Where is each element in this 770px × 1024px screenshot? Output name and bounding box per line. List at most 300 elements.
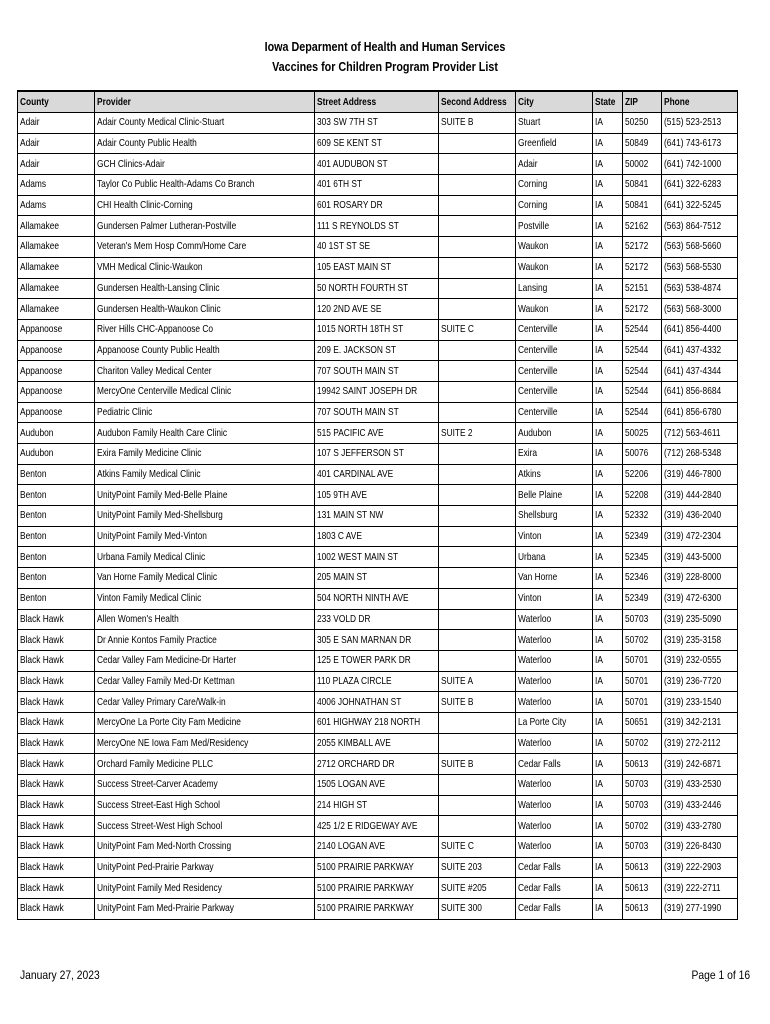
- cell-phone: (641) 856-8684: [662, 381, 738, 402]
- cell-phone: (641) 322-5245: [662, 195, 738, 216]
- cell-state: IA: [593, 878, 623, 899]
- cell-city: Audubon: [516, 423, 593, 444]
- table-row: [18, 113, 738, 134]
- cell-second-address: [439, 568, 516, 589]
- cell-phone: (319) 232-0555: [662, 650, 738, 671]
- cell-second-address: [439, 402, 516, 423]
- cell-provider: UnityPoint Fam Med-Prairie Parkway: [95, 899, 315, 920]
- document-subtitle: Vaccines for Children Program Provider List: [272, 60, 498, 74]
- cell-street-address: 131 MAIN ST NW: [315, 506, 439, 527]
- cell-county: Benton: [18, 568, 95, 589]
- cell-provider: UnityPoint Fam Med-North Crossing: [95, 837, 315, 858]
- table-row: [18, 195, 738, 216]
- cell-state: IA: [593, 237, 623, 258]
- table-row: [18, 154, 738, 175]
- footer-page-number: Page 1 of 16: [691, 968, 750, 982]
- cell-phone: (319) 233-1540: [662, 692, 738, 713]
- table-row: [18, 568, 738, 589]
- cell-phone: (563) 568-3000: [662, 299, 738, 320]
- cell-city: Waterloo: [516, 630, 593, 651]
- cell-county: Benton: [18, 464, 95, 485]
- cell-city: Centerville: [516, 402, 593, 423]
- cell-county: Adams: [18, 195, 95, 216]
- table-row: [18, 381, 738, 402]
- cell-phone: (515) 523-2513: [662, 113, 738, 134]
- cell-phone: (319) 472-6300: [662, 588, 738, 609]
- table-row: [18, 485, 738, 506]
- cell-county: Black Hawk: [18, 837, 95, 858]
- cell-street-address: 515 PACIFIC AVE: [315, 423, 439, 444]
- cell-phone: (641) 856-4400: [662, 319, 738, 340]
- cell-state: IA: [593, 216, 623, 237]
- cell-second-address: [439, 340, 516, 361]
- cell-second-address: [439, 175, 516, 196]
- cell-state: IA: [593, 402, 623, 423]
- cell-street-address: 111 S REYNOLDS ST: [315, 216, 439, 237]
- cell-state: IA: [593, 381, 623, 402]
- cell-phone: (641) 322-6283: [662, 175, 738, 196]
- cell-city: Vinton: [516, 526, 593, 547]
- cell-zip: 52345: [623, 547, 662, 568]
- cell-phone: (319) 472-2304: [662, 526, 738, 547]
- cell-county: Allamakee: [18, 299, 95, 320]
- cell-second-address: [439, 381, 516, 402]
- cell-state: IA: [593, 526, 623, 547]
- cell-state: IA: [593, 857, 623, 878]
- cell-phone: (319) 236-7720: [662, 671, 738, 692]
- cell-zip: 50613: [623, 754, 662, 775]
- cell-phone: (319) 342-2131: [662, 712, 738, 733]
- table-row: [18, 175, 738, 196]
- cell-street-address: 504 NORTH NINTH AVE: [315, 588, 439, 609]
- cell-county: Black Hawk: [18, 754, 95, 775]
- table-row: [18, 588, 738, 609]
- cell-street-address: 40 1ST ST SE: [315, 237, 439, 258]
- cell-street-address: 205 MAIN ST: [315, 568, 439, 589]
- column-header-zip: ZIP: [623, 91, 662, 113]
- cell-provider: Adair County Medical Clinic-Stuart: [95, 113, 315, 134]
- cell-street-address: 2712 ORCHARD DR: [315, 754, 439, 775]
- table-row: [18, 361, 738, 382]
- cell-street-address: 1803 C AVE: [315, 526, 439, 547]
- cell-state: IA: [593, 568, 623, 589]
- cell-zip: 50250: [623, 113, 662, 134]
- cell-phone: (319) 433-2530: [662, 775, 738, 796]
- cell-county: Black Hawk: [18, 692, 95, 713]
- cell-provider: Cedar Valley Primary Care/Walk-in: [95, 692, 315, 713]
- cell-city: Waukon: [516, 299, 593, 320]
- cell-county: Black Hawk: [18, 878, 95, 899]
- cell-phone: (319) 222-2903: [662, 857, 738, 878]
- cell-phone: (319) 222-2711: [662, 878, 738, 899]
- cell-county: Black Hawk: [18, 816, 95, 837]
- cell-second-address: [439, 506, 516, 527]
- cell-city: Urbana: [516, 547, 593, 568]
- cell-second-address: [439, 195, 516, 216]
- table-row: [18, 775, 738, 796]
- cell-county: Appanoose: [18, 340, 95, 361]
- cell-provider: Success Street-East High School: [95, 795, 315, 816]
- cell-provider: Chariton Valley Medical Center: [95, 361, 315, 382]
- cell-zip: 50702: [623, 733, 662, 754]
- cell-zip: 52172: [623, 237, 662, 258]
- cell-phone: (641) 743-6173: [662, 133, 738, 154]
- cell-city: Waterloo: [516, 650, 593, 671]
- cell-city: Cedar Falls: [516, 899, 593, 920]
- cell-street-address: 601 ROSARY DR: [315, 195, 439, 216]
- cell-state: IA: [593, 154, 623, 175]
- table-row: [18, 671, 738, 692]
- cell-street-address: 425 1/2 E RIDGEWAY AVE: [315, 816, 439, 837]
- cell-city: Waterloo: [516, 609, 593, 630]
- cell-zip: 52349: [623, 588, 662, 609]
- cell-second-address: [439, 795, 516, 816]
- cell-zip: 50613: [623, 899, 662, 920]
- cell-street-address: 50 NORTH FOURTH ST: [315, 278, 439, 299]
- cell-zip: 50701: [623, 692, 662, 713]
- cell-state: IA: [593, 754, 623, 775]
- cell-city: Waterloo: [516, 837, 593, 858]
- cell-city: Waterloo: [516, 795, 593, 816]
- cell-phone: (563) 568-5660: [662, 237, 738, 258]
- cell-second-address: [439, 216, 516, 237]
- table-row: [18, 526, 738, 547]
- cell-county: Benton: [18, 485, 95, 506]
- table-row: [18, 899, 738, 920]
- cell-state: IA: [593, 361, 623, 382]
- cell-county: Black Hawk: [18, 733, 95, 754]
- cell-provider: Vinton Family Medical Clinic: [95, 588, 315, 609]
- cell-county: Appanoose: [18, 319, 95, 340]
- cell-county: Black Hawk: [18, 650, 95, 671]
- cell-provider: MercyOne La Porte City Fam Medicine: [95, 712, 315, 733]
- cell-phone: (563) 538-4874: [662, 278, 738, 299]
- table-row: [18, 464, 738, 485]
- cell-second-address: SUITE C: [439, 319, 516, 340]
- cell-city: Waukon: [516, 237, 593, 258]
- cell-street-address: 107 S JEFFERSON ST: [315, 444, 439, 465]
- cell-provider: Success Street-West High School: [95, 816, 315, 837]
- cell-second-address: [439, 237, 516, 258]
- cell-city: Centerville: [516, 319, 593, 340]
- table-row: [18, 609, 738, 630]
- cell-provider: Dr Annie Kontos Family Practice: [95, 630, 315, 651]
- cell-county: Appanoose: [18, 402, 95, 423]
- cell-second-address: SUITE 2: [439, 423, 516, 444]
- table-row: [18, 237, 738, 258]
- cell-county: Adams: [18, 175, 95, 196]
- cell-city: Corning: [516, 175, 593, 196]
- cell-street-address: 707 SOUTH MAIN ST: [315, 402, 439, 423]
- cell-state: IA: [593, 319, 623, 340]
- cell-city: Atkins: [516, 464, 593, 485]
- table-row: [18, 630, 738, 651]
- table-row: [18, 506, 738, 527]
- cell-zip: 50025: [623, 423, 662, 444]
- cell-zip: 52206: [623, 464, 662, 485]
- provider-table: [17, 90, 738, 920]
- cell-provider: MercyOne NE Iowa Fam Med/Residency: [95, 733, 315, 754]
- cell-state: IA: [593, 816, 623, 837]
- cell-phone: (319) 272-2112: [662, 733, 738, 754]
- cell-city: Waterloo: [516, 816, 593, 837]
- cell-provider: Audubon Family Health Care Clinic: [95, 423, 315, 444]
- cell-provider: UnityPoint Family Med-Vinton: [95, 526, 315, 547]
- cell-provider: Taylor Co Public Health-Adams Co Branch: [95, 175, 315, 196]
- cell-city: Waterloo: [516, 733, 593, 754]
- cell-zip: 50702: [623, 630, 662, 651]
- cell-provider: Cedar Valley Fam Medicine-Dr Harter: [95, 650, 315, 671]
- cell-state: IA: [593, 423, 623, 444]
- cell-street-address: 707 SOUTH MAIN ST: [315, 361, 439, 382]
- cell-state: IA: [593, 733, 623, 754]
- table-row: [18, 216, 738, 237]
- cell-county: Black Hawk: [18, 857, 95, 878]
- table-row: [18, 444, 738, 465]
- cell-street-address: 1505 LOGAN AVE: [315, 775, 439, 796]
- cell-phone: (319) 446-7800: [662, 464, 738, 485]
- cell-provider: CHI Health Clinic-Corning: [95, 195, 315, 216]
- cell-second-address: [439, 154, 516, 175]
- cell-phone: (641) 437-4344: [662, 361, 738, 382]
- cell-second-address: [439, 361, 516, 382]
- cell-phone: (319) 433-2446: [662, 795, 738, 816]
- cell-second-address: [439, 464, 516, 485]
- cell-county: Adair: [18, 154, 95, 175]
- cell-county: Allamakee: [18, 278, 95, 299]
- cell-second-address: SUITE B: [439, 692, 516, 713]
- cell-zip: 52346: [623, 568, 662, 589]
- table-row: [18, 547, 738, 568]
- cell-second-address: [439, 547, 516, 568]
- cell-provider: Appanoose County Public Health: [95, 340, 315, 361]
- cell-zip: 52349: [623, 526, 662, 547]
- cell-phone: (319) 235-3158: [662, 630, 738, 651]
- cell-city: Shellsburg: [516, 506, 593, 527]
- cell-second-address: [439, 299, 516, 320]
- cell-state: IA: [593, 630, 623, 651]
- cell-phone: (319) 443-5000: [662, 547, 738, 568]
- cell-street-address: 401 CARDINAL AVE: [315, 464, 439, 485]
- cell-county: Black Hawk: [18, 671, 95, 692]
- table-row: [18, 878, 738, 899]
- cell-provider: Gundersen Palmer Lutheran-Postville: [95, 216, 315, 237]
- cell-state: IA: [593, 340, 623, 361]
- cell-provider: Pediatric Clinic: [95, 402, 315, 423]
- table-row: [18, 340, 738, 361]
- cell-zip: 50613: [623, 878, 662, 899]
- cell-city: Centerville: [516, 381, 593, 402]
- cell-zip: 50841: [623, 195, 662, 216]
- cell-provider: MercyOne Centerville Medical Clinic: [95, 381, 315, 402]
- cell-phone: (641) 437-4332: [662, 340, 738, 361]
- cell-second-address: [439, 650, 516, 671]
- cell-second-address: [439, 444, 516, 465]
- cell-county: Allamakee: [18, 237, 95, 258]
- cell-county: Benton: [18, 526, 95, 547]
- cell-second-address: [439, 257, 516, 278]
- cell-second-address: SUITE #205: [439, 878, 516, 899]
- cell-provider: Allen Women's Health: [95, 609, 315, 630]
- cell-zip: 50849: [623, 133, 662, 154]
- cell-city: La Porte City: [516, 712, 593, 733]
- cell-provider: Veteran's Mem Hosp Comm/Home Care: [95, 237, 315, 258]
- cell-second-address: [439, 712, 516, 733]
- cell-county: Allamakee: [18, 257, 95, 278]
- cell-phone: (641) 856-6780: [662, 402, 738, 423]
- cell-zip: 50613: [623, 857, 662, 878]
- cell-state: IA: [593, 133, 623, 154]
- cell-second-address: SUITE A: [439, 671, 516, 692]
- cell-provider: UnityPoint Family Med-Belle Plaine: [95, 485, 315, 506]
- cell-provider: Success Street-Carver Academy: [95, 775, 315, 796]
- cell-second-address: [439, 485, 516, 506]
- cell-zip: 50841: [623, 175, 662, 196]
- cell-phone: (319) 226-8430: [662, 837, 738, 858]
- table-row: [18, 319, 738, 340]
- cell-state: IA: [593, 299, 623, 320]
- cell-county: Black Hawk: [18, 712, 95, 733]
- cell-street-address: 2140 LOGAN AVE: [315, 837, 439, 858]
- cell-provider: Van Horne Family Medical Clinic: [95, 568, 315, 589]
- cell-street-address: 303 SW 7TH ST: [315, 113, 439, 134]
- cell-zip: 52332: [623, 506, 662, 527]
- cell-phone: (563) 568-5530: [662, 257, 738, 278]
- cell-provider: Orchard Family Medicine PLLC: [95, 754, 315, 775]
- cell-second-address: SUITE B: [439, 113, 516, 134]
- cell-phone: (641) 742-1000: [662, 154, 738, 175]
- cell-street-address: 105 9TH AVE: [315, 485, 439, 506]
- cell-zip: 52172: [623, 299, 662, 320]
- cell-second-address: [439, 733, 516, 754]
- cell-city: Exira: [516, 444, 593, 465]
- table-row: [18, 712, 738, 733]
- table-row: [18, 402, 738, 423]
- cell-provider: UnityPoint Ped-Prairie Parkway: [95, 857, 315, 878]
- document-title: Iowa Deparment of Health and Human Services: [264, 40, 506, 54]
- cell-county: Benton: [18, 547, 95, 568]
- cell-city: Waukon: [516, 257, 593, 278]
- cell-street-address: 1015 NORTH 18TH ST: [315, 319, 439, 340]
- cell-state: IA: [593, 464, 623, 485]
- cell-zip: 52172: [623, 257, 662, 278]
- cell-county: Benton: [18, 588, 95, 609]
- cell-provider: UnityPoint Family Med Residency: [95, 878, 315, 899]
- cell-second-address: SUITE C: [439, 837, 516, 858]
- cell-provider: GCH Clinics-Adair: [95, 154, 315, 175]
- cell-second-address: [439, 588, 516, 609]
- table-row: [18, 423, 738, 444]
- cell-zip: 52544: [623, 319, 662, 340]
- cell-provider: UnityPoint Family Med-Shellsburg: [95, 506, 315, 527]
- cell-zip: 52544: [623, 340, 662, 361]
- cell-second-address: SUITE 300: [439, 899, 516, 920]
- cell-city: Vinton: [516, 588, 593, 609]
- column-header-provider: Provider: [95, 91, 315, 113]
- cell-city: Corning: [516, 195, 593, 216]
- cell-county: Black Hawk: [18, 630, 95, 651]
- cell-city: Waterloo: [516, 671, 593, 692]
- cell-city: Waterloo: [516, 692, 593, 713]
- cell-zip: 50651: [623, 712, 662, 733]
- cell-provider: Gundersen Health-Lansing Clinic: [95, 278, 315, 299]
- cell-street-address: 125 E TOWER PARK DR: [315, 650, 439, 671]
- cell-zip: 50703: [623, 795, 662, 816]
- cell-provider: Cedar Valley Family Med-Dr Kettman: [95, 671, 315, 692]
- table-row: [18, 754, 738, 775]
- cell-phone: (319) 444-2840: [662, 485, 738, 506]
- cell-county: Audubon: [18, 423, 95, 444]
- cell-zip: 50076: [623, 444, 662, 465]
- cell-second-address: [439, 630, 516, 651]
- table-row: [18, 133, 738, 154]
- cell-county: Benton: [18, 506, 95, 527]
- cell-phone: (712) 563-4611: [662, 423, 738, 444]
- cell-city: Waterloo: [516, 775, 593, 796]
- cell-city: Cedar Falls: [516, 878, 593, 899]
- cell-state: IA: [593, 588, 623, 609]
- cell-phone: (319) 235-5090: [662, 609, 738, 630]
- table-row: [18, 257, 738, 278]
- cell-street-address: 120 2ND AVE SE: [315, 299, 439, 320]
- cell-street-address: 110 PLAZA CIRCLE: [315, 671, 439, 692]
- cell-street-address: 401 6TH ST: [315, 175, 439, 196]
- cell-zip: 52208: [623, 485, 662, 506]
- cell-street-address: 1002 WEST MAIN ST: [315, 547, 439, 568]
- table-body: [18, 113, 738, 920]
- table-row: [18, 278, 738, 299]
- cell-state: IA: [593, 485, 623, 506]
- cell-street-address: 609 SE KENT ST: [315, 133, 439, 154]
- cell-provider: River Hills CHC-Appanoose Co: [95, 319, 315, 340]
- cell-county: Black Hawk: [18, 899, 95, 920]
- cell-county: Adair: [18, 113, 95, 134]
- cell-state: IA: [593, 444, 623, 465]
- column-header-state: State: [593, 91, 623, 113]
- column-header-city: City: [516, 91, 593, 113]
- cell-state: IA: [593, 671, 623, 692]
- cell-county: Black Hawk: [18, 795, 95, 816]
- cell-city: Belle Plaine: [516, 485, 593, 506]
- cell-zip: 50701: [623, 671, 662, 692]
- table-row: [18, 733, 738, 754]
- table-row: [18, 816, 738, 837]
- cell-phone: (319) 277-1990: [662, 899, 738, 920]
- cell-provider: Atkins Family Medical Clinic: [95, 464, 315, 485]
- cell-state: IA: [593, 650, 623, 671]
- cell-phone: (712) 268-5348: [662, 444, 738, 465]
- footer-date: January 27, 2023: [20, 968, 100, 982]
- cell-zip: 50703: [623, 775, 662, 796]
- cell-state: IA: [593, 692, 623, 713]
- cell-zip: 52544: [623, 361, 662, 382]
- cell-provider: Urbana Family Medical Clinic: [95, 547, 315, 568]
- cell-street-address: 233 VOLD DR: [315, 609, 439, 630]
- cell-second-address: [439, 278, 516, 299]
- cell-street-address: 305 E SAN MARNAN DR: [315, 630, 439, 651]
- cell-street-address: 5100 PRAIRIE PARKWAY: [315, 857, 439, 878]
- table-row: [18, 692, 738, 713]
- table-row: [18, 837, 738, 858]
- cell-county: Appanoose: [18, 381, 95, 402]
- table-header-row: [18, 91, 738, 113]
- table-row: [18, 857, 738, 878]
- cell-state: IA: [593, 609, 623, 630]
- cell-zip: 52162: [623, 216, 662, 237]
- cell-state: IA: [593, 506, 623, 527]
- cell-state: IA: [593, 175, 623, 196]
- cell-city: Cedar Falls: [516, 754, 593, 775]
